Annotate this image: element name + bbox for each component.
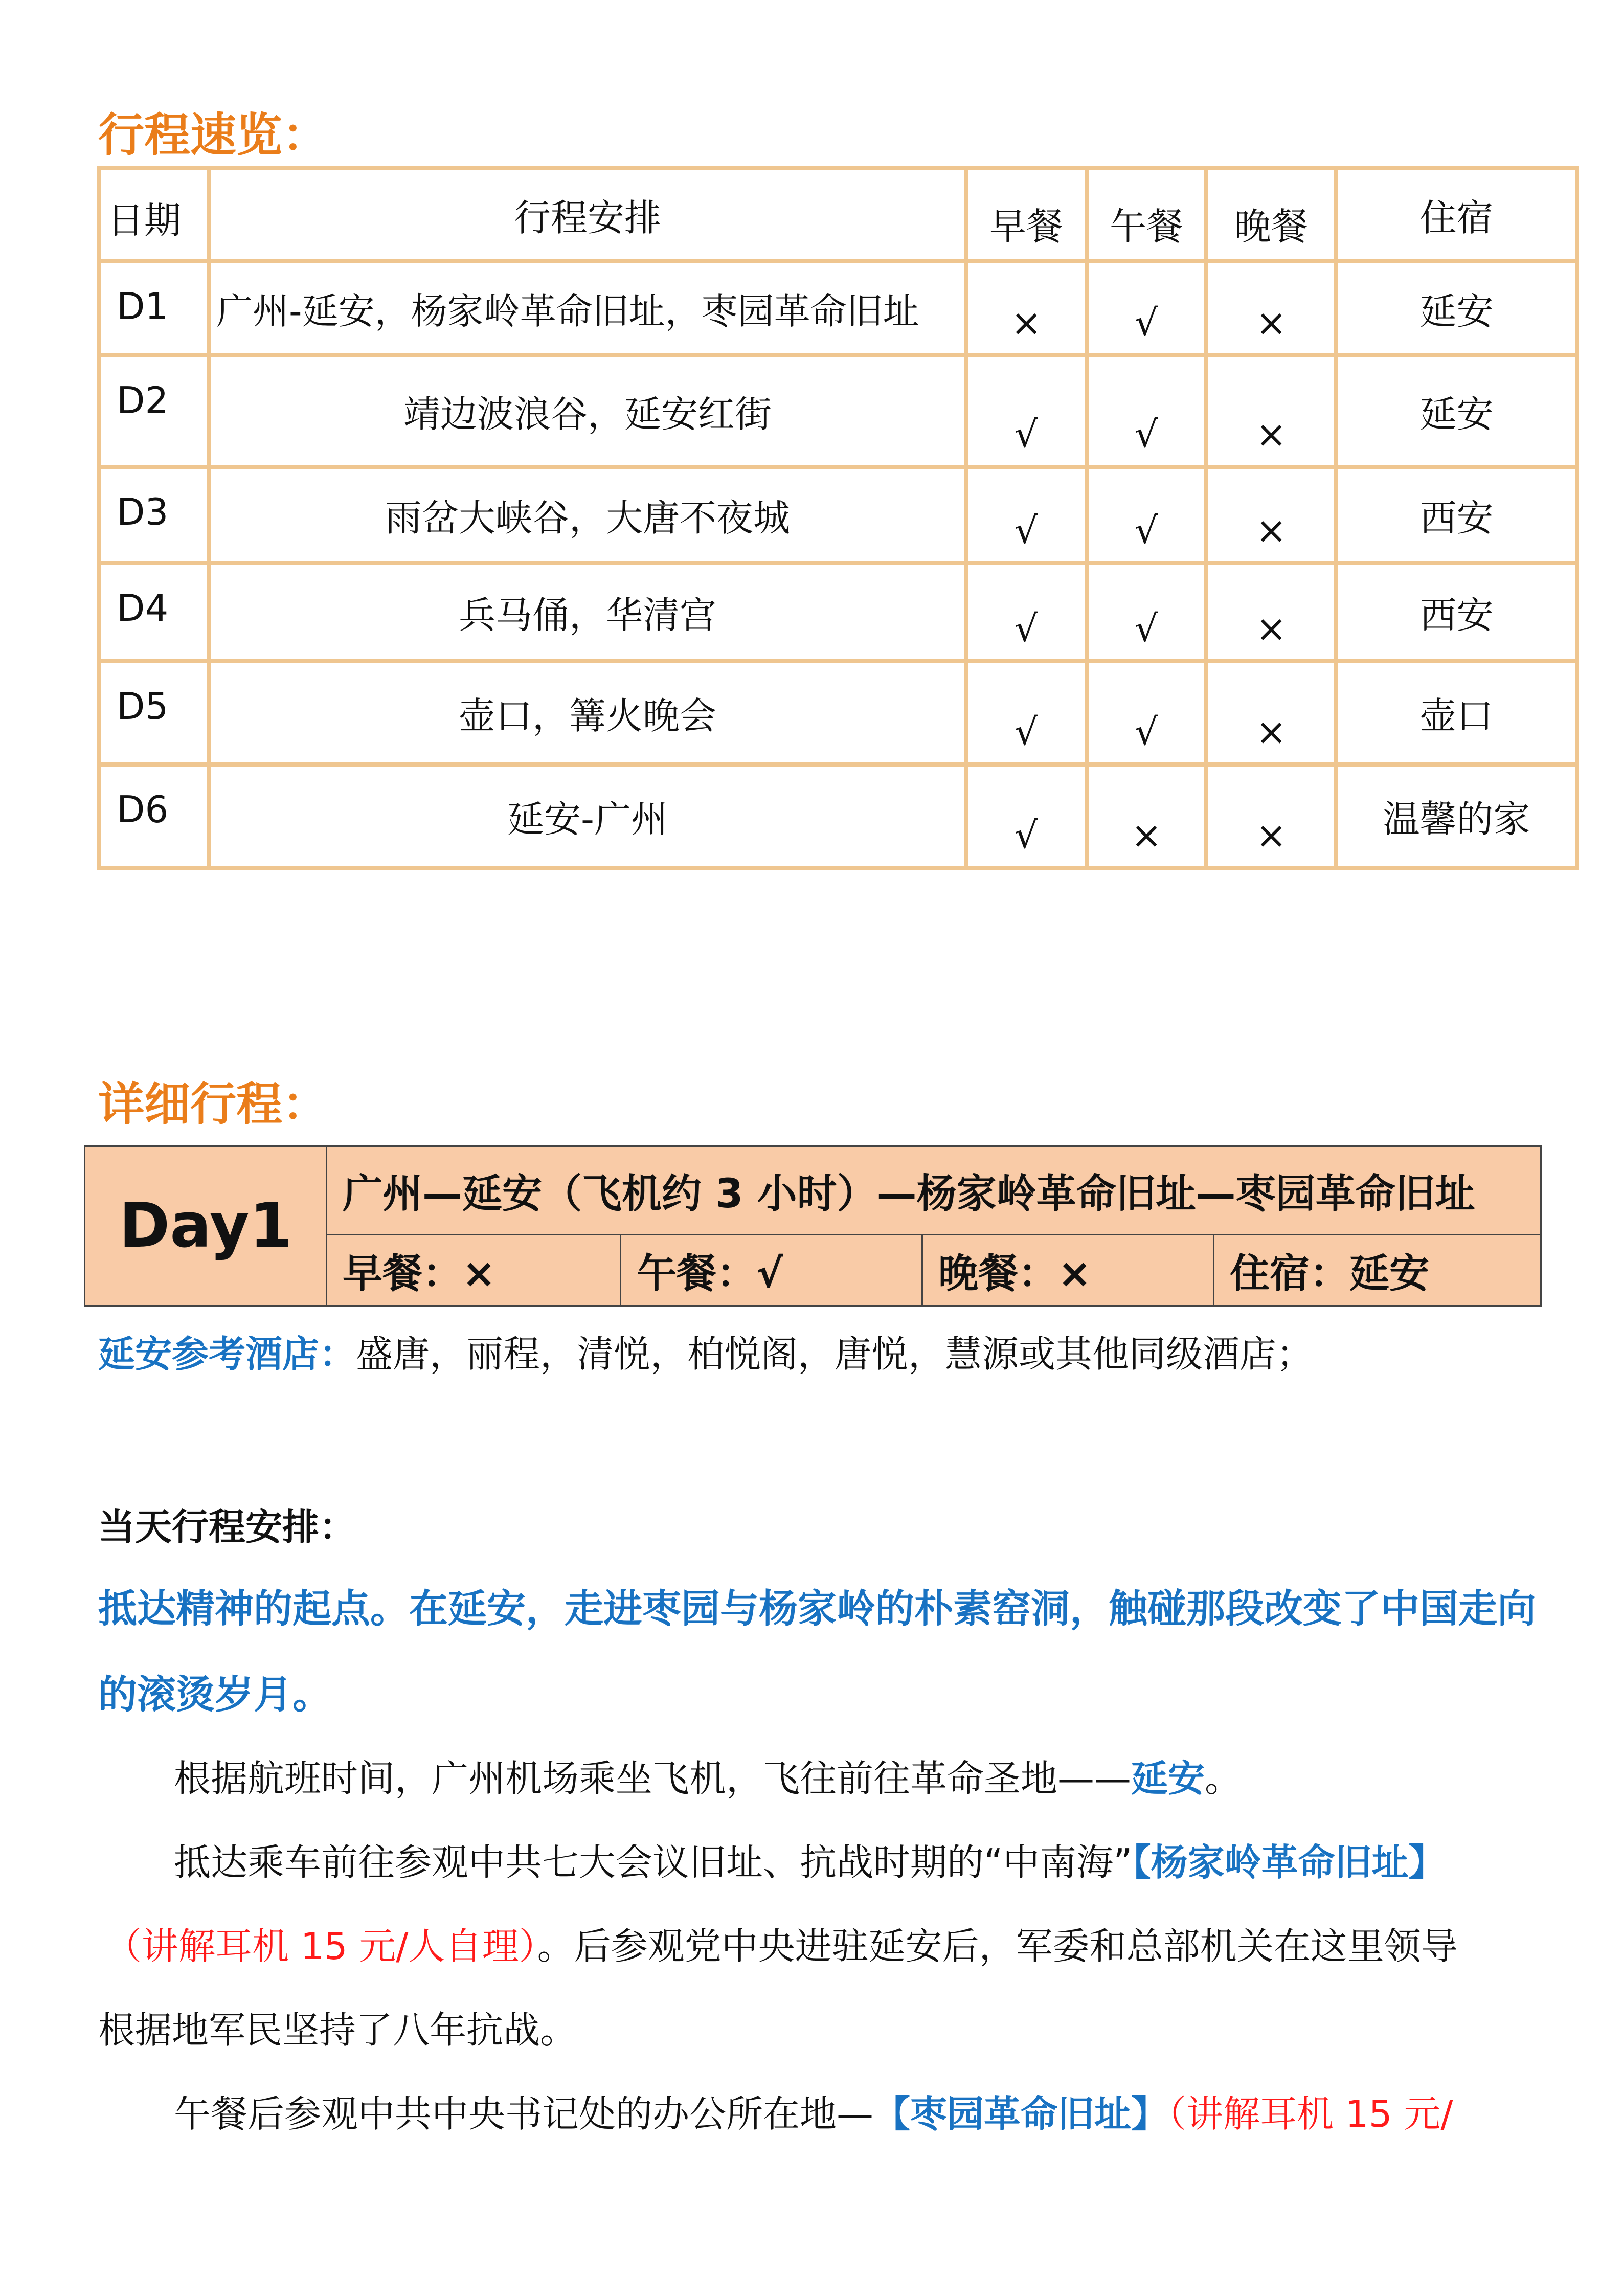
row-dinner: × [1206, 563, 1336, 661]
paragraph-5 [174, 2092, 1453, 2135]
row-breakfast: √ [966, 467, 1087, 563]
header-hotel: 住宿 [1336, 168, 1577, 261]
highlight-line-1: 抵达精神的起点。在延安，走进枣园与杨家岭的朴素窑洞，触碰那段改变了中国走向 [98, 1586, 1536, 1631]
paragraph-2-text: 抵达乘车前往参观中共七大会议旧址、抗战时期的“中南海” [174, 1841, 1133, 1884]
paragraph-1-end: 。 [1205, 1757, 1242, 1800]
row-hotel: 壶口 [1336, 661, 1577, 764]
row-day: D4 [99, 563, 209, 661]
row-lunch: √ [1087, 563, 1206, 661]
day-hotel: 住宿：延安 [1214, 1235, 1541, 1306]
row-plan: 壶口，篝火晚会 [209, 661, 966, 764]
table-row [99, 261, 1577, 355]
day-breakfast: 早餐：× [327, 1235, 621, 1306]
paragraph-5-text: 午餐后参观中共中央书记处的办公所在地— [174, 2092, 874, 2135]
row-dinner: × [1206, 467, 1336, 563]
paragraph-3 [105, 1925, 1458, 1968]
row-plan: 兵马俑，华清宫 [209, 563, 966, 661]
row-hotel: 延安 [1336, 261, 1577, 355]
header-lunch: 午餐 [1087, 168, 1206, 261]
row-day: D6 [99, 764, 209, 868]
detail-title: 详细行程： [98, 1077, 328, 1131]
row-day: D3 [99, 467, 209, 563]
table-row [99, 764, 1577, 868]
row-hotel: 延安 [1336, 355, 1577, 467]
row-plan: 广州-延安，杨家岭革命旧址，枣园革命旧址 [209, 261, 966, 355]
day1-header-table [84, 1145, 1542, 1307]
paragraph-4: 根据地军民坚持了八年抗战。 [98, 2009, 577, 2052]
table-row [99, 661, 1577, 764]
table-header-row [99, 168, 1577, 261]
row-plan: 靖边波浪谷，延安红街 [209, 355, 966, 467]
hotel-reference-text: 盛唐，丽程，清悦，柏悦阁，唐悦，慧源或其他同级酒店； [356, 1333, 1314, 1376]
row-lunch: √ [1087, 261, 1206, 355]
paragraph-2 [174, 1841, 1446, 1884]
row-lunch: √ [1087, 661, 1206, 764]
day-label: Day1 [85, 1146, 327, 1306]
row-breakfast: × [966, 261, 1087, 355]
hotel-reference [98, 1333, 1314, 1376]
header-plan: 行程安排 [209, 168, 966, 261]
row-day: D1 [99, 261, 209, 355]
paragraph-1-highlight: 延安 [1131, 1757, 1205, 1800]
row-breakfast: √ [966, 563, 1087, 661]
row-lunch: × [1087, 764, 1206, 868]
row-lunch: √ [1087, 467, 1206, 563]
day-lunch: 午餐：√ [621, 1235, 922, 1306]
row-hotel: 西安 [1336, 467, 1577, 563]
itinerary-overview-table [97, 166, 1579, 870]
row-breakfast: √ [966, 355, 1087, 467]
table-row [99, 355, 1577, 467]
hotel-reference-label: 延安参考酒店： [98, 1333, 356, 1376]
paragraph-5-red: （讲解耳机 15 元/ [1168, 2092, 1453, 2135]
paragraph-2-highlight: 【杨家岭革命旧址】 [1132, 1841, 1446, 1884]
row-breakfast: √ [966, 661, 1087, 764]
paragraph-3-red: （讲解耳机 15 元/人自理） [105, 1925, 537, 1968]
row-hotel: 温馨的家 [1336, 764, 1577, 868]
paragraph-1 [174, 1757, 1242, 1800]
row-plan: 雨岔大峡谷，大唐不夜城 [209, 467, 966, 563]
row-lunch: √ [1087, 355, 1206, 467]
row-dinner: × [1206, 661, 1336, 764]
table-row [99, 563, 1577, 661]
paragraph-5-highlight: 【枣园革命旧址】 [873, 2092, 1168, 2135]
highlight-line-2: 的滚烫岁月。 [98, 1672, 331, 1717]
row-day: D5 [99, 661, 209, 764]
header-dinner: 晚餐 [1206, 168, 1336, 261]
overview-title: 行程速览： [98, 108, 328, 162]
row-hotel: 西安 [1336, 563, 1577, 661]
day-route: 广州—延安（飞机约 3 小时）—杨家岭革命旧址—枣园革命旧址 [327, 1146, 1541, 1235]
row-day: D2 [99, 355, 209, 467]
header-breakfast: 早餐 [966, 168, 1087, 261]
table-row [99, 467, 1577, 563]
day-dinner: 晚餐：× [922, 1235, 1214, 1306]
schedule-heading: 当天行程安排： [98, 1505, 356, 1548]
row-dinner: × [1206, 764, 1336, 868]
header-date: 日期 [99, 168, 209, 261]
paragraph-1-text: 根据航班时间，广州机场乘坐飞机，飞往前往革命圣地—— [174, 1757, 1132, 1800]
row-dinner: × [1206, 261, 1336, 355]
paragraph-3-text: 。后参观党中央进驻延安后，军委和总部机关在这里领导 [537, 1925, 1458, 1968]
row-breakfast: √ [966, 764, 1087, 868]
row-plan: 延安-广州 [209, 764, 966, 868]
row-dinner: × [1206, 355, 1336, 467]
